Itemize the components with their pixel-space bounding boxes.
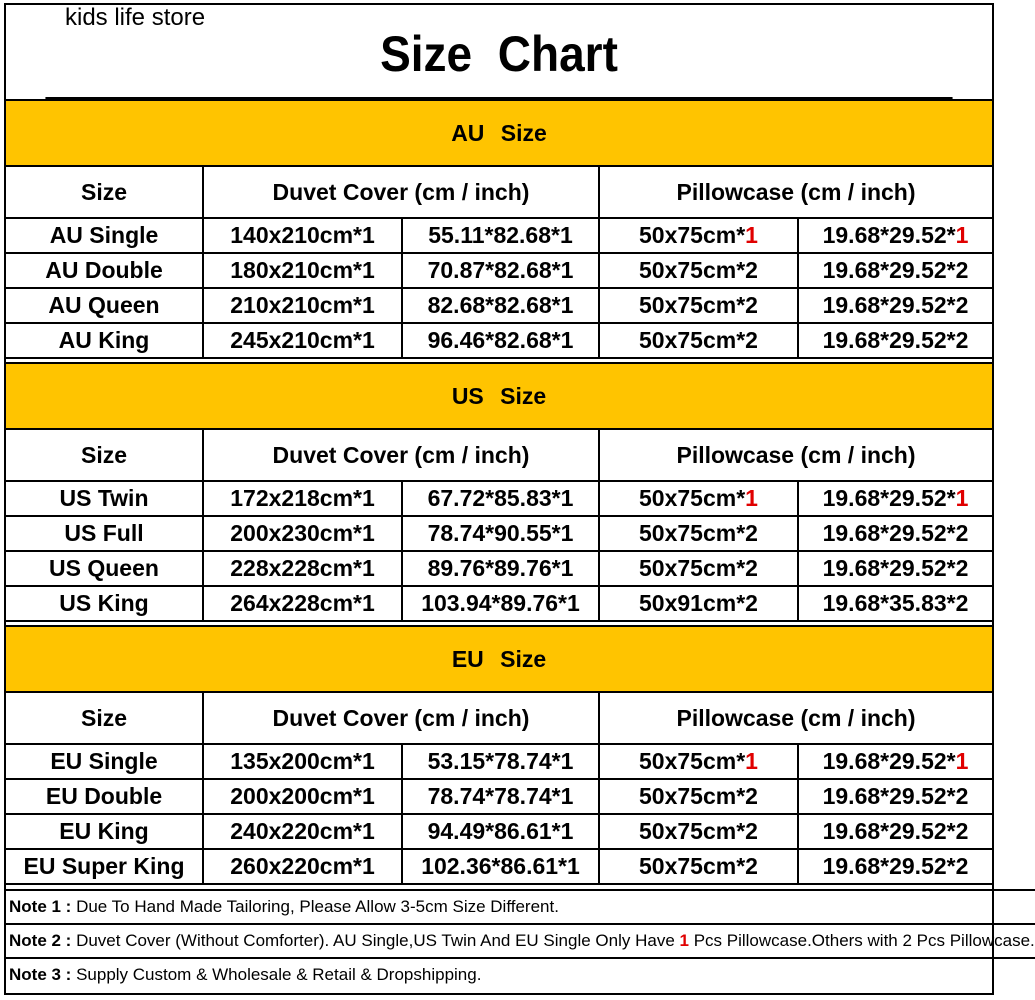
note-highlight: 1 bbox=[679, 931, 689, 950]
duvet-inch: 67.72*85.83*1 bbox=[402, 481, 599, 516]
duvet-cm: 228x228cm*1 bbox=[203, 551, 402, 586]
pillow-inch-qty: 1 bbox=[955, 485, 969, 511]
pillow-inch-qty: 2 bbox=[955, 783, 969, 809]
table-row bbox=[6, 218, 992, 253]
size-name: EU Single bbox=[6, 744, 203, 779]
header-pillowcase: Pillowcase (cm / inch) bbox=[599, 166, 992, 218]
size-name: EU Super King bbox=[6, 849, 203, 884]
pillow-cm: 50x75cm*2 bbox=[599, 253, 798, 288]
note-label: Note 2 : bbox=[9, 931, 72, 950]
section-banner bbox=[6, 626, 992, 692]
table-row bbox=[6, 849, 992, 884]
duvet-cm: 135x200cm*1 bbox=[203, 744, 402, 779]
pillow-cm-qty: 2 bbox=[745, 818, 758, 844]
duvet-inch: 94.49*86.61*1 bbox=[402, 814, 599, 849]
duvet-inch: 96.46*82.68*1 bbox=[402, 323, 599, 358]
pillow-cm-qty: 2 bbox=[745, 853, 758, 879]
duvet-inch: 103.94*89.76*1 bbox=[402, 586, 599, 621]
duvet-cm: 200x200cm*1 bbox=[203, 779, 402, 814]
size-name: EU Double bbox=[6, 779, 203, 814]
pillow-inch: 19.68*29.52*2 bbox=[798, 849, 992, 884]
pillow-inch-qty: 2 bbox=[955, 818, 969, 844]
size-name: AU Double bbox=[6, 253, 203, 288]
pillow-cm: 50x75cm*1 bbox=[599, 218, 798, 253]
notes bbox=[6, 889, 1035, 991]
duvet-inch: 70.87*82.68*1 bbox=[402, 253, 599, 288]
duvet-inch: 78.74*78.74*1 bbox=[402, 779, 599, 814]
pillow-inch: 19.68*29.52*2 bbox=[798, 288, 992, 323]
duvet-cm: 245x210cm*1 bbox=[203, 323, 402, 358]
table-row bbox=[6, 323, 992, 358]
size-section bbox=[6, 625, 992, 885]
section-banner bbox=[6, 363, 992, 429]
pillow-inch: 19.68*29.52*2 bbox=[798, 323, 992, 358]
size-name: AU King bbox=[6, 323, 203, 358]
header-duvet: Duvet Cover (cm / inch) bbox=[203, 166, 599, 218]
size-section bbox=[6, 99, 992, 359]
duvet-inch: 82.68*82.68*1 bbox=[402, 288, 599, 323]
note-label: Note 3 : bbox=[9, 965, 72, 984]
size-name: US Queen bbox=[6, 551, 203, 586]
table-row bbox=[6, 586, 992, 621]
note-label: Note 1 : bbox=[9, 897, 72, 916]
pillow-cm: 50x75cm*2 bbox=[599, 516, 798, 551]
pillow-cm-qty: 1 bbox=[745, 485, 758, 511]
pillow-inch: 19.68*29.52*1 bbox=[798, 481, 992, 516]
pillow-inch-qty: 2 bbox=[955, 292, 969, 318]
size-name: AU Single bbox=[6, 218, 203, 253]
table-row bbox=[6, 744, 992, 779]
duvet-cm: 210x210cm*1 bbox=[203, 288, 402, 323]
duvet-cm: 140x210cm*1 bbox=[203, 218, 402, 253]
duvet-inch: 102.36*86.61*1 bbox=[402, 849, 599, 884]
header-size: Size bbox=[6, 166, 203, 218]
duvet-inch: 78.74*90.55*1 bbox=[402, 516, 599, 551]
note-row bbox=[6, 958, 1035, 991]
header-row bbox=[6, 429, 992, 481]
pillow-cm-qty: 2 bbox=[745, 783, 758, 809]
pillow-cm: 50x75cm*2 bbox=[599, 288, 798, 323]
pillow-inch: 19.68*29.52*1 bbox=[798, 218, 992, 253]
table-row bbox=[6, 779, 992, 814]
note-row bbox=[6, 924, 1035, 958]
size-name: AU Queen bbox=[6, 288, 203, 323]
header-row bbox=[6, 692, 992, 744]
duvet-inch: 89.76*89.76*1 bbox=[402, 551, 599, 586]
pillow-cm-qty: 2 bbox=[745, 520, 758, 546]
duvet-inch: 55.11*82.68*1 bbox=[402, 218, 599, 253]
duvet-cm: 240x220cm*1 bbox=[203, 814, 402, 849]
size-name: EU King bbox=[6, 814, 203, 849]
duvet-cm: 260x220cm*1 bbox=[203, 849, 402, 884]
pillow-cm: 50x75cm*2 bbox=[599, 849, 798, 884]
header-size: Size bbox=[6, 692, 203, 744]
chart-title: Size Chart bbox=[45, 5, 952, 99]
pillow-inch: 19.68*29.52*2 bbox=[798, 253, 992, 288]
note-text: Due To Hand Made Tailoring, Please Allow 3-5cm Size Different. bbox=[71, 897, 559, 916]
table-row bbox=[6, 288, 992, 323]
pillow-inch: 19.68*29.52*2 bbox=[798, 516, 992, 551]
pillow-inch: 19.68*29.52*1 bbox=[798, 744, 992, 779]
header-size: Size bbox=[6, 429, 203, 481]
pillow-cm: 50x75cm*2 bbox=[599, 323, 798, 358]
header-pillowcase: Pillowcase (cm / inch) bbox=[599, 692, 992, 744]
pillow-inch-qty: 2 bbox=[955, 327, 969, 353]
pillow-inch-qty: 2 bbox=[955, 555, 969, 581]
table-row bbox=[6, 516, 992, 551]
section-title: EU Size bbox=[6, 626, 992, 692]
table-row bbox=[6, 814, 992, 849]
pillow-inch-qty: 2 bbox=[955, 853, 969, 879]
note bbox=[6, 890, 1035, 924]
header-pillowcase: Pillowcase (cm / inch) bbox=[599, 429, 992, 481]
pillow-cm: 50x75cm*2 bbox=[599, 814, 798, 849]
pillow-cm-qty: 1 bbox=[745, 222, 758, 248]
pillow-cm: 50x75cm*2 bbox=[599, 779, 798, 814]
pillow-inch-qty: 2 bbox=[955, 590, 969, 616]
size-name: US Full bbox=[6, 516, 203, 551]
pillow-cm: 50x75cm*1 bbox=[599, 744, 798, 779]
pillow-cm: 50x91cm*2 bbox=[599, 586, 798, 621]
pillow-cm-qty: 2 bbox=[745, 590, 758, 616]
duvet-cm: 200x230cm*1 bbox=[203, 516, 402, 551]
pillow-inch: 19.68*35.83*2 bbox=[798, 586, 992, 621]
table-row bbox=[6, 551, 992, 586]
pillow-cm-qty: 2 bbox=[745, 257, 758, 283]
duvet-inch: 53.15*78.74*1 bbox=[402, 744, 599, 779]
size-chart bbox=[4, 3, 1035, 995]
note-text-2: Pcs Pillowcase.Others with 2 Pcs Pillowcase. bbox=[688, 931, 1035, 950]
note bbox=[6, 924, 1035, 958]
pillow-cm-qty: 1 bbox=[745, 748, 758, 774]
pillow-inch-qty: 1 bbox=[955, 748, 969, 774]
table-row bbox=[6, 253, 992, 288]
pillow-inch: 19.68*29.52*2 bbox=[798, 779, 992, 814]
note bbox=[6, 958, 1035, 991]
size-name: US King bbox=[6, 586, 203, 621]
duvet-cm: 172x218cm*1 bbox=[203, 481, 402, 516]
section-banner bbox=[6, 100, 992, 166]
pillow-inch-qty: 2 bbox=[955, 257, 969, 283]
size-name: US Twin bbox=[6, 481, 203, 516]
section-title: AU Size bbox=[6, 100, 992, 166]
pillow-cm: 50x75cm*2 bbox=[599, 551, 798, 586]
pillow-inch-qty: 2 bbox=[955, 520, 969, 546]
duvet-cm: 264x228cm*1 bbox=[203, 586, 402, 621]
size-section bbox=[6, 362, 992, 622]
pillow-inch: 19.68*29.52*2 bbox=[798, 814, 992, 849]
header-duvet: Duvet Cover (cm / inch) bbox=[203, 692, 599, 744]
header-row bbox=[6, 166, 992, 218]
pillow-cm-qty: 2 bbox=[745, 327, 758, 353]
store-name: kids life store bbox=[65, 4, 206, 31]
note-text: Supply Custom & Wholesale & Retail & Dropshipping. bbox=[71, 965, 482, 984]
pillow-inch-qty: 1 bbox=[955, 222, 969, 248]
header-duvet: Duvet Cover (cm / inch) bbox=[203, 429, 599, 481]
table-row bbox=[6, 481, 992, 516]
pillow-inch: 19.68*29.52*2 bbox=[798, 551, 992, 586]
note-text: Duvet Cover (Without Comforter). AU Single,US Twin And EU Single Only Have bbox=[71, 931, 680, 950]
note-row bbox=[6, 890, 1035, 924]
section-title: US Size bbox=[6, 363, 992, 429]
pillow-cm-qty: 2 bbox=[745, 555, 758, 581]
pillow-cm-qty: 2 bbox=[745, 292, 758, 318]
duvet-cm: 180x210cm*1 bbox=[203, 253, 402, 288]
pillow-cm: 50x75cm*1 bbox=[599, 481, 798, 516]
